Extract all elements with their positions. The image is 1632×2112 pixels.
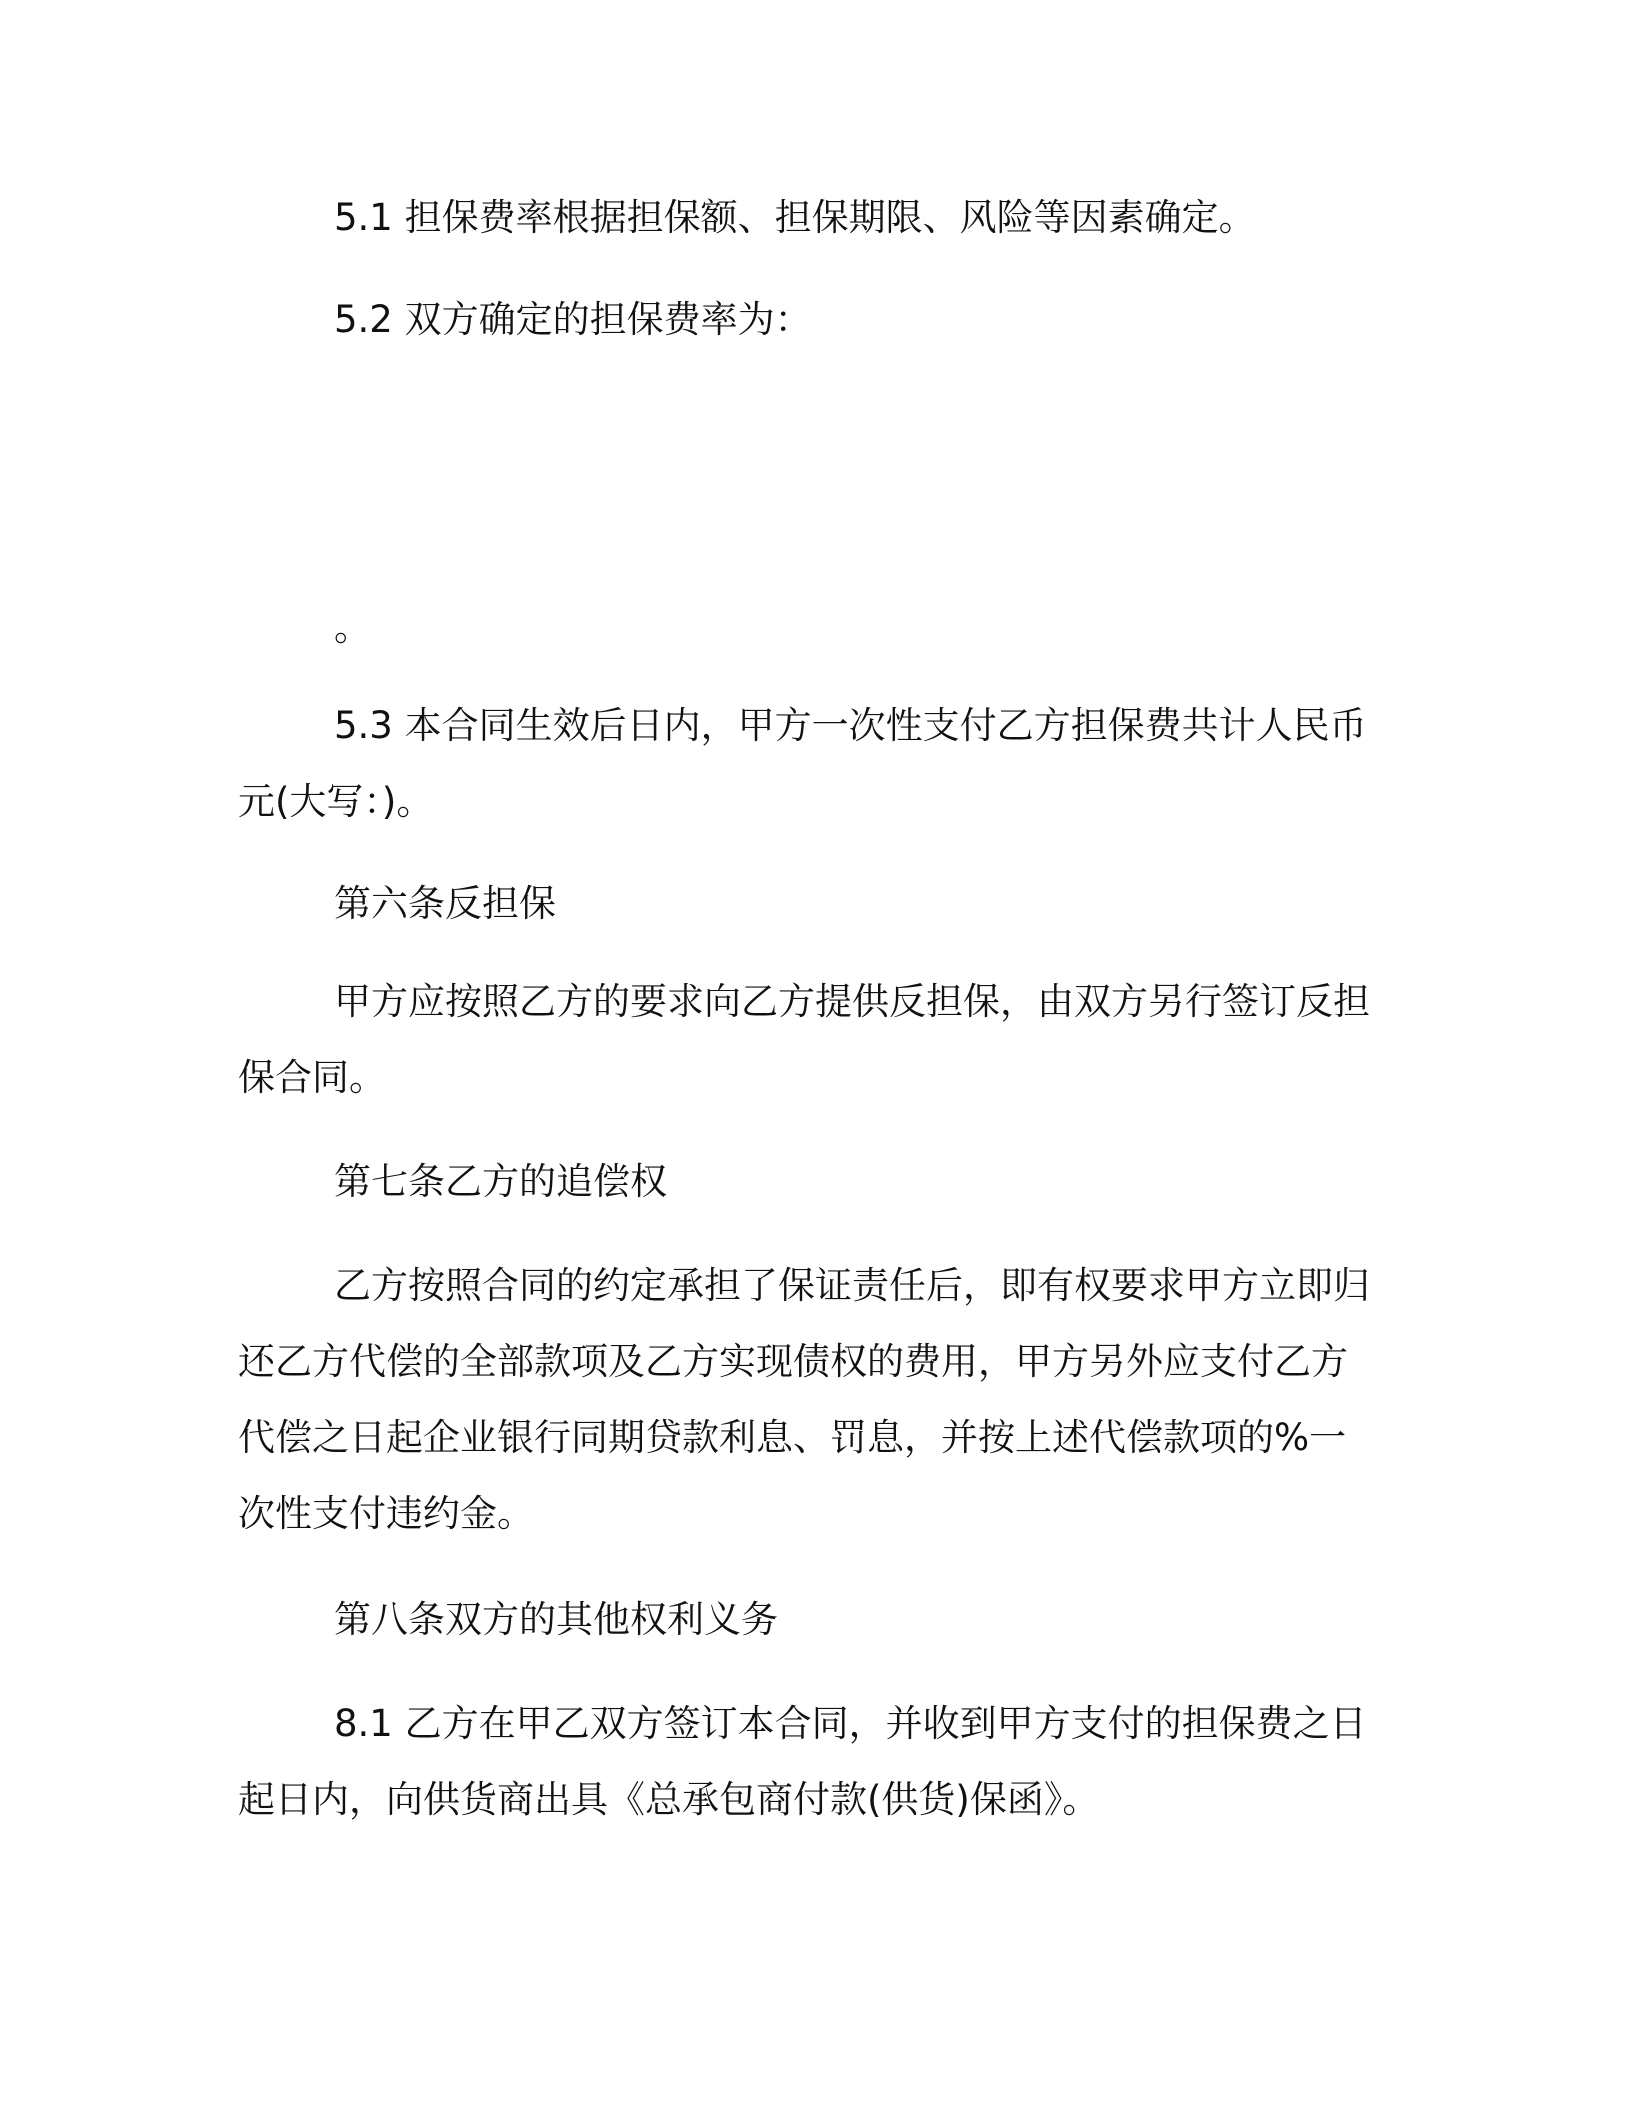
- article-8-heading: 第八条双方的其他权利义务: [334, 1598, 778, 1641]
- article-7-heading: 第七条乙方的追偿权: [334, 1160, 667, 1203]
- clause-5-1: 5.1 担保费率根据担保额、担保期限、风险等因素确定。: [334, 196, 1256, 239]
- article-6-heading: 第六条反担保: [334, 882, 556, 925]
- clause-5-2: 5.2 双方确定的担保费率为：: [334, 298, 812, 341]
- clause-5-2-end: 。: [334, 606, 371, 649]
- article-7-body: 乙方按照合同的约定承担了保证责任后，即有权要求甲方立即归还乙方代偿的全部款项及乙方实现债权的费用，甲方另外应支付乙方代偿之日起企业银行同期贷款利息、罚息，并按上述代偿款项的%一次性支付违约金。: [238, 1264, 1370, 1535]
- article-6-body: 甲方应按照乙方的要求向乙方提供反担保，由双方另行签订反担保合同。: [238, 980, 1370, 1099]
- clause-5-3: 5.3 本合同生效后日内，甲方一次性支付乙方担保费共计人民币元(大写：)。: [238, 704, 1367, 823]
- clause-8-1: 8.1 乙方在甲乙双方签订本合同，并收到甲方支付的担保费之日起日内，向供货商出具《总承包商付款(供货)保函》。: [238, 1702, 1367, 1821]
